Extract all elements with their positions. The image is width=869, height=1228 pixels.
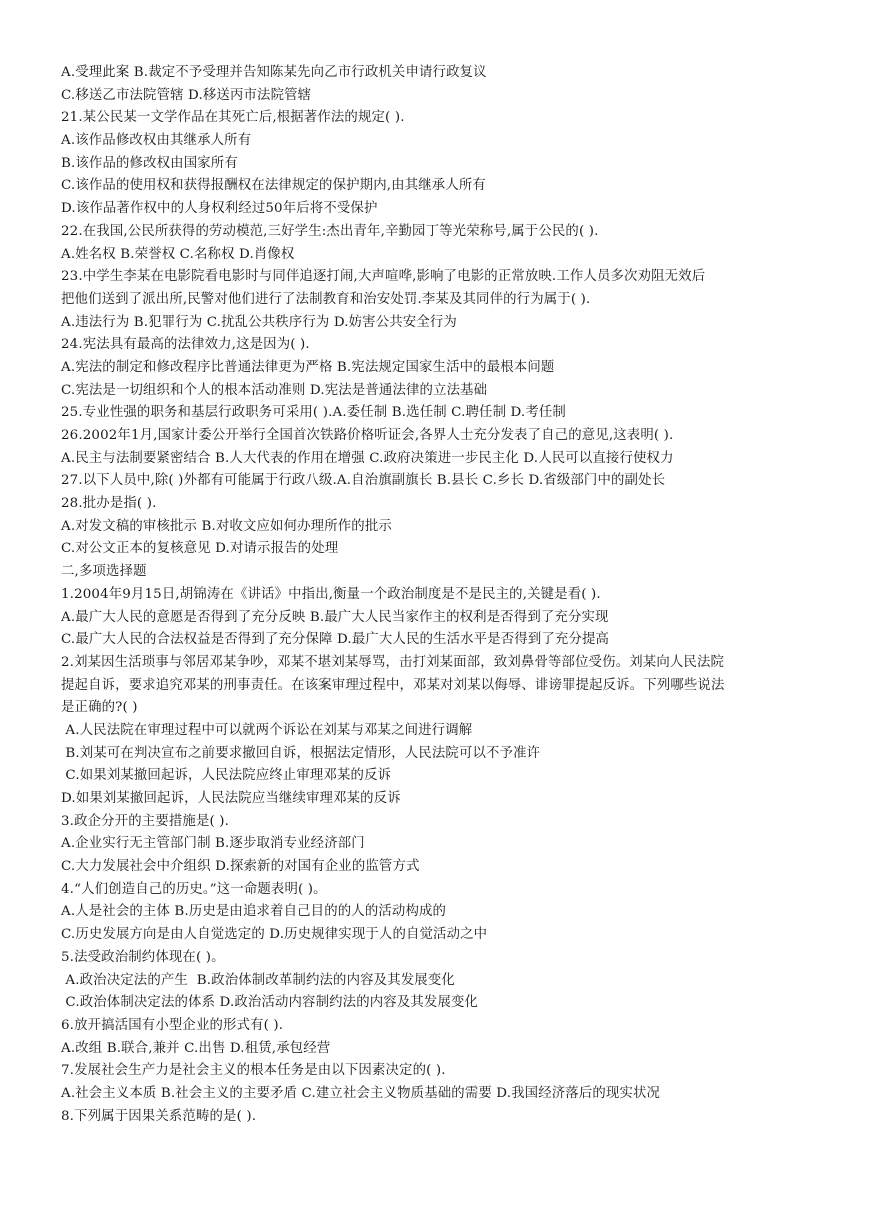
question-stem: 8.下列属于因果关系范畴的是( ). (61, 1108, 257, 1124)
answer-option: A.人是社会的主体 B.历史是由追求着自己目的的人的活动构成的 (61, 904, 447, 920)
answer-option: A.企业实行无主管部门制 B.逐步取消专业经济部门 (61, 836, 365, 852)
question-stem: 24.宪法具有最高的法律效力,这是因为( ). (61, 337, 310, 353)
answer-option: B.该作品的修改权由国家所有 (61, 155, 238, 171)
answer-option: C.大力发展社会中介组织 D.探索新的对国有企业的监管方式 (61, 859, 420, 875)
question-stem: 提起自诉，要求追究邓某的刑事责任。在该案审理过程中，邓某对刘某以侮辱、诽谤罪提起反诉。下列哪些说法 (61, 677, 725, 693)
answer-option: A.最广大人民的意愿是否得到了充分反映 B.最广大人民当家作主的权利是否得到了充分实现 (61, 609, 609, 625)
question-stem: 3.政企分开的主要措施是( ). (61, 813, 230, 829)
question-stem: 7.发展社会生产力是社会主义的根本任务是由以下因素决定的( ). (61, 1063, 446, 1079)
question-stem: 21.某公民某一文学作品在其死亡后,根据著作法的规定( ). (61, 110, 405, 126)
question-stem: 27.以下人员中,除( )外都有可能属于行政八级.A.自治旗副旗长 B.县长 C.乡长 D.省级部门中的副处长 (61, 473, 666, 489)
question-stem: 23.中学生李某在电影院看电影时与同伴追逐打闹,大声喧哗,影响了电影的正常放映.工作人员多次劝阻无效后 (61, 269, 706, 285)
question-stem: 5.法受政治制约体现在( )。 (61, 949, 225, 965)
answer-option: A.人民法院在审理过程中可以就两个诉讼在刘某与邓某之间进行调解 (61, 722, 473, 738)
answer-option: C.对公文正本的复核意见 D.对请示报告的处理 (61, 541, 339, 557)
question-stem: 25.专业性强的职务和基层行政职务可采用( ).A.委任制 B.选任制 C.聘任制 D.考任制 (61, 405, 566, 421)
question-stem: 4.“人们创造自己的历史。”这一命题表明( )。 (61, 881, 327, 897)
document-body (61, 62, 851, 1128)
answer-option: C.该作品的使用权和获得报酬权在法律规定的保护期内,由其继承人所有 (61, 178, 486, 194)
answer-option: A.宪法的制定和修改程序比普通法律更为严格 B.宪法规定国家生活中的最根本问题 (61, 359, 555, 375)
answer-option: A.民主与法制要紧密结合 B.人大代表的作用在增强 C.政府决策进一步民主化 D.人民可以直接行使权力 (61, 450, 674, 466)
answer-option: B.刘某可在判决宣布之前要求撤回自诉，根据法定情形，人民法院可以不予准许 (61, 745, 541, 761)
answer-option: A.对发文稿的审核批示 B.对收文应如何办理所作的批示 (61, 518, 392, 534)
text-line: A.受理此案 B.裁定不予受理并告知陈某先向乙市行政机关申请行政复议 (61, 65, 487, 80)
section-heading: 二,多项选择题 (61, 564, 147, 580)
answer-option: C.历史发展方向是由人自觉选定的 D.历史规律实现于人的自觉活动之中 (61, 927, 488, 943)
answer-option: A.该作品修改权由其继承人所有 (61, 133, 252, 149)
question-stem: 28.批办是指( ). (61, 496, 157, 512)
answer-option: A.姓名权 B.荣誉权 C.名称权 D.肖像权 (61, 246, 295, 262)
question-stem: 6.放开搞活国有小型企业的形式有( ). (61, 1017, 284, 1033)
question-stem: 是正确的?( ) (61, 700, 138, 716)
answer-option: C.如果刘某撤回起诉，人民法院应终止审理邓某的反诉 (61, 768, 392, 784)
answer-option: D.该作品著作权中的人身权利经过50年后将不受保护 (61, 201, 378, 217)
question-stem: 把他们送到了派出所,民警对他们进行了法制教育和治安处罚.李某及其同伴的行为属于( ). (61, 291, 591, 307)
answer-option: A.违法行为 B.犯罪行为 C.扰乱公共秩序行为 D.妨害公共安全行为 (61, 314, 457, 330)
question-stem: 26.2002年1月,国家计委公开举行全国首次铁路价格听证会,各界人士充分发表了自己的意见,这表明( ). (61, 428, 674, 443)
question-stem: 22.在我国,公民所获得的劳动模范,三好学生:杰出青年,辛勤园丁等光荣称号,属于公民的( ). (61, 223, 599, 239)
answer-option: D.如果刘某撤回起诉，人民法院应当继续审理邓某的反诉 (61, 791, 401, 806)
answer-option: A.政治决定法的产生 B.政治体制改革制约法的内容及其发展变化 (61, 972, 455, 988)
answer-option: A.社会主义本质 B.社会主义的主要矛盾 C.建立社会主义物质基础的需要 D.我国经济落后的现实状况 (61, 1085, 661, 1101)
answer-option: A.改组 B.联合,兼并 C.出售 D.租赁,承包经营 (61, 1040, 331, 1056)
answer-option: C.最广大人民的合法权益是否得到了充分保障 D.最广大人民的生活水平是否得到了充分提高 (61, 632, 610, 648)
question-stem: 1.2004年9月15日,胡锦涛在《讲话》中指出,衡量一个政治制度是不是民主的,关键是看( ). (61, 586, 601, 602)
question-stem: 2.刘某因生活琐事与邻居邓某争吵，邓某不堪刘某辱骂，击打刘某面部，致刘鼻骨等部位受伤。刘某向人民法院 (61, 654, 725, 670)
text-line: C.移送乙市法院管辖 D.移送丙市法院管辖 (61, 87, 312, 103)
answer-option: C.宪法是一切组织和个人的根本活动准则 D.宪法是普通法律的立法基础 (61, 382, 488, 398)
answer-option: C.政治体制决定法的体系 D.政治活动内容制约法的内容及其发展变化 (61, 995, 479, 1011)
